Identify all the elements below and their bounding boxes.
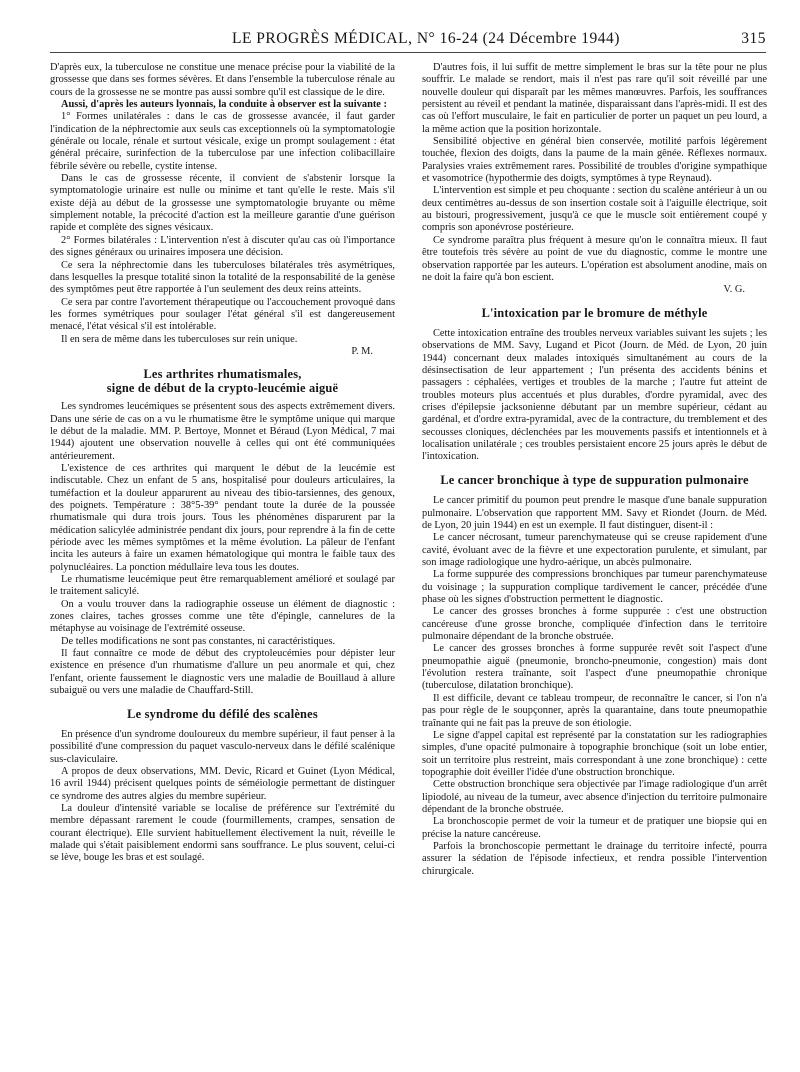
paragraph: Sensibilité objective en général bien conservée, motilité parfois légèrement touchée, flexion des doigts, dans la paume de la main gênée. Réflexes normaux. Paralysies vraies extrêmement rares. Possibilité de troubles d'origine sympathique et vasomotrice (hypothermie des doigts, symptômes à type Reynaud). — [422, 136, 767, 185]
page-number: 315 — [741, 30, 766, 47]
paragraph: Le cancer nécrosant, tumeur parenchymateuse qui se creuse rapidement d'une cavité, évoluant avec de la fièvre et une expectoration purulente, et simulant, par son image radiologique une hydro-aérique, un abcès pulmonaire. — [422, 532, 767, 569]
paragraph: L'existence de ces arthrites qui marquent le début de la leucémie est indiscutable. Chez un enfant de 5 ans, hospitalisé pour douleurs articulaires, la tuméfaction et la douleur apparurent au niveau des tibio-tarsiennes, des genoux, des poignets. Température : 38°5-39° pendant toute la durée de la poussée rhumatismale qui dura trois jours. Tous les phénomènes disparurent par la médication salicylée administrée pendant dix jours, pour reprendre à la fin de cette période avec les mêmes symptômes et la même évolution. La pâleur de l'enfant incita les auteurs à faire un examen hématologique qui montra le faible taux des polynucléaires. La ponction médullaire leva tous les doutes. — [50, 462, 395, 573]
paragraph: Les syndromes leucémiques se présentent sous des aspects extrêmement divers. Dans une série de cas on a vu le rhumatisme être le symptôme unique qui marque le début de la maladie. MM. P. Bertoye, Monnet et Béraud (Lyon Médical, 7 mai 1944) ajoutent une observation nouvelle à celles qui ont été communiquées antérieurement. — [50, 401, 395, 462]
paragraph: Il est difficile, devant ce tableau trompeur, de reconnaître le cancer, si l'on n'a pas pour règle de le soupçonner, après la quarantaine, dans toute pneumopathie traînante qui ne fait pas la preuve de son étiologie. — [422, 692, 767, 729]
running-title: LE PROGRÈS MÉDICAL, N° 16-24 (24 Décembre 1944) — [232, 30, 620, 47]
paragraph: Le cancer primitif du poumon peut prendre le masque d'une banale suppuration pulmonaire. L'observation que rapportent MM. Savy et Riondet (Journ. de Méd. de Lyon, 20 juin 1944) en est un exemple. Il faut distinguer, disent-il : — [422, 495, 767, 531]
section-heading: Le cancer bronchique à type de suppuration pulmonaire — [440, 472, 749, 487]
paragraph: A propos de deux observations, MM. Devic, Ricard et Guinet (Lyon Médical, 16 avril 1944) précisent quelques points de séméiologie permettant de distinguer ce syndrome des autres algies du membre supérieur. — [50, 766, 395, 802]
page-header — [50, 30, 766, 50]
heading-line: Les arthrites rhumatismales, — [143, 367, 302, 382]
paragraph: Le rhumatisme leucémique peut être remarquablement amélioré et soulagé par le traitement salicylé. — [50, 574, 395, 598]
author-signature: V. G. — [723, 284, 745, 296]
section-heading — [50, 368, 395, 395]
paragraph: En présence d'un syndrome douloureux du membre supérieur, il faut penser à la possibilité d'une compression du paquet vasculo-nerveux dans le défilé scalénique sus-claviculaire. — [50, 729, 395, 765]
paragraph: Aussi, d'après les auteurs lyonnais, la conduite à observer est la suivante : — [61, 99, 387, 111]
paragraph: Cette obstruction bronchique sera objectivée par l'image radiologique d'un arrêt lipiodolé, au niveau de la tumeur, avec absence d'injection du territoire pulmonaire dépendant de la bronche obstruée. — [422, 779, 767, 815]
paragraph: Parfois la bronchoscopie permettant le drainage du territoire infecté, pourra assurer la sédation de l'épisode infectieux, et rendra possible l'intervention chirurgicale. — [422, 840, 767, 877]
paragraph: Il en sera de même dans les tuberculoses sur rein unique. — [61, 333, 298, 345]
paragraph: Ce sera par contre l'avortement thérapeutique ou l'accouchement provoqué dans les formes symétriques pour soulager l'état général s'il est dangereusement menacé, l'état vésical s'il est intolérable. — [50, 296, 395, 333]
paragraph: Cette intoxication entraîne des troubles nerveux variables suivant les sujets ; les observations de MM. Savy, Lugand et Picot (Journ. de Méd. de Lyon, 20 juin 1944) concernant deux malades intoxiqués simultanément au cours de la désinsectisation de leur appartement ; l'un présenta des accidents bénins et passagers : céphalées, vertiges et troubles de la marche ; l'autre fut atteint de troubles moteurs plus accentués et plus durables, d'ordre pyramidal, avec des crises d'épilepsie jacksonienne débutant par un membre supérieur, cédant au gardénal, et d'ordre extra-pyramidal, avec de la contracture, du tremblement et des secousses cloniques, déclenchées par les mouvements passifs et intentionnels et à localisation unilatérale ; ces troubles persistaient encore 25 jours après le début de l'intoxication. — [422, 328, 767, 463]
paragraph: Le cancer des grosses bronches à forme suppurée : c'est une obstruction cancéreuse d'une grosse bronche, compliquée d'infection dans le territoire pulmonaire dépendant de la bronche obstruée. — [422, 606, 767, 643]
paragraph: La douleur d'intensité variable se localise de préférence sur l'extrémité du membre dépassant rarement le coude (fourmillements, crampes, sensation de courant électrique). Elle survient habituellement électivement la nuit, réveille le malade qui s'était paisiblement endormi sans souffrance. Le plus souvent, celui-ci se lève, bouge les bras et est soulagé. — [50, 803, 395, 864]
paragraph: Le cancer des grosses bronches à forme suppurée revêt soit l'aspect d'une pneumopathie aiguë (pneumonie, broncho-pneumonie, congestion) mais dont l'évolution restera traînante, soit l'aspect d'une pneumopathie chronique (tuberculose, dilatation bronchique). — [422, 643, 767, 692]
paragraph: Le signe d'appel capital est représenté par la constatation sur les radiographies simples, d'une opacité pulmonaire à topographie bronchique (soit un lobe entier, soit un territoire plus restreint, mais correspondant à une zone bronchique) : cette topographie doit éveiller l'idée d'une obstruction bronchique. — [422, 729, 767, 778]
paragraph: L'intervention est simple et peu choquante : section du scalène antérieur à un ou deux centimètres au-dessus de son insertion costale soit à l'aiguille électrique, soit au bistouri, progressivement, jusqu'à ce que le muscle soit entièrement coupé y compris son aponévrose postérieure. — [422, 185, 767, 234]
paragraph: De telles modifications ne sont pas constantes, ni caractéristiques. — [61, 635, 336, 647]
right-column — [422, 62, 767, 878]
paragraph: Ce syndrome paraîtra plus fréquent à mesure qu'on le connaîtra mieux. Il faut être toutefois très sévère au point de vue du diagnostic, comme le montre une observation rapportée par les auteurs. L'opération est absolument anodine, mais on ne doit la faire qu'à bon escient. — [422, 234, 767, 283]
paragraph: 2° Formes bilatérales : L'intervention n'est à discuter qu'au cas où l'importance des signes généraux ou urinaires imposera une décision. — [50, 234, 395, 259]
heading-line: signe de début de la crypto-leucémie aiguë — [106, 380, 339, 395]
section-heading: L'intoxication par le bromure de méthyle — [481, 305, 708, 320]
paragraph: 1° Formes unilatérales : dans le cas de grossesse avancée, il faut garder l'indication de la néphrectomie aux seuls cas exceptionnels où la symptomatologie générale ou locale, rénale et surtout vésicale, exige un prompt soulagement : état général précaire, surinfection de la tuberculose par une infection colibacillaire fébrile sévère ou rebelle, cystite intense. — [50, 111, 395, 172]
paragraph: D'autres fois, il lui suffit de mettre simplement le bras sur la tête pour ne plus souffrir. Le malade se rendort, mais il n'est pas rare qu'il soit réveillé par une nouvelle douleur qui disparaît par les mêmes manœuvres. Parfois, les souffrances persistent au réveil et pendant la matinée, disparaissant dans l'après-midi. Il est des cas où l'effort musculaire, le fait en particulier de porter un paquet un peu lourd, a la même action que la position horizontale. — [422, 62, 767, 135]
paragraph: La forme suppurée des compressions bronchiques par tumeur parenchymateuse du voisinage ; la suppuration complique tardivement le cancer, précédée d'une phase où les signes d'obstruction permettent le diagnostic. — [422, 569, 767, 606]
paragraph: Dans le cas de grossesse récente, il convient de s'abstenir lorsque la symptomatologie urinaire est nulle ou minime et tant qu'elle le reste. Mais s'il existe déjà au début de la grossesse une symptomatologie bruyante ou même simplement notable, la précocité d'action est la meilleure garantie d'une guérison rapide et complète des signes vésicaux. — [50, 173, 395, 234]
paragraph: Il faut connaître ce mode de début des cryptoleucémies pour dépister leur existence en présence d'un rhumatisme d'allure un peu anormale et qui, chez l'enfant, oriente faussement le diagnostic vers une maladie de Bouillaud à allure subaiguë ou vers une maladie de Chauffard-Still. — [50, 648, 395, 697]
header-rule — [50, 52, 766, 53]
left-column — [50, 62, 395, 865]
paragraph: La bronchoscopie permet de voir la tumeur et de pratiquer une biopsie qui en précise la nature cancéreuse. — [422, 816, 767, 840]
paragraph: D'après eux, la tuberculose ne constitue une menace précise pour la viabilité de la grossesse que dans ses formes sévères. Et dans l'ensemble la tuberculose rénale au cours de la grossesse ne se montre pas aussi sombre qu'il est classique de le dire. — [50, 62, 395, 98]
paragraph: Ce sera la néphrectomie dans les tuberculoses bilatérales très asymétriques, dans lesquelles la presque totalité sinon la totalité de la responsabilité de la genèse des symptômes peut être rapportée à l'un seulement des deux reins atteints. — [50, 259, 395, 296]
paragraph: On a voulu trouver dans la radiographie osseuse un élément de diagnostic : zones claires, taches grosses comme une tête d'épingle, cannelures de la métaphyse au voisinage de l'extrémité osseuse. — [50, 598, 395, 635]
section-heading: Le syndrome du défilé des scalènes — [127, 706, 318, 721]
author-signature: P. M. — [351, 345, 373, 357]
